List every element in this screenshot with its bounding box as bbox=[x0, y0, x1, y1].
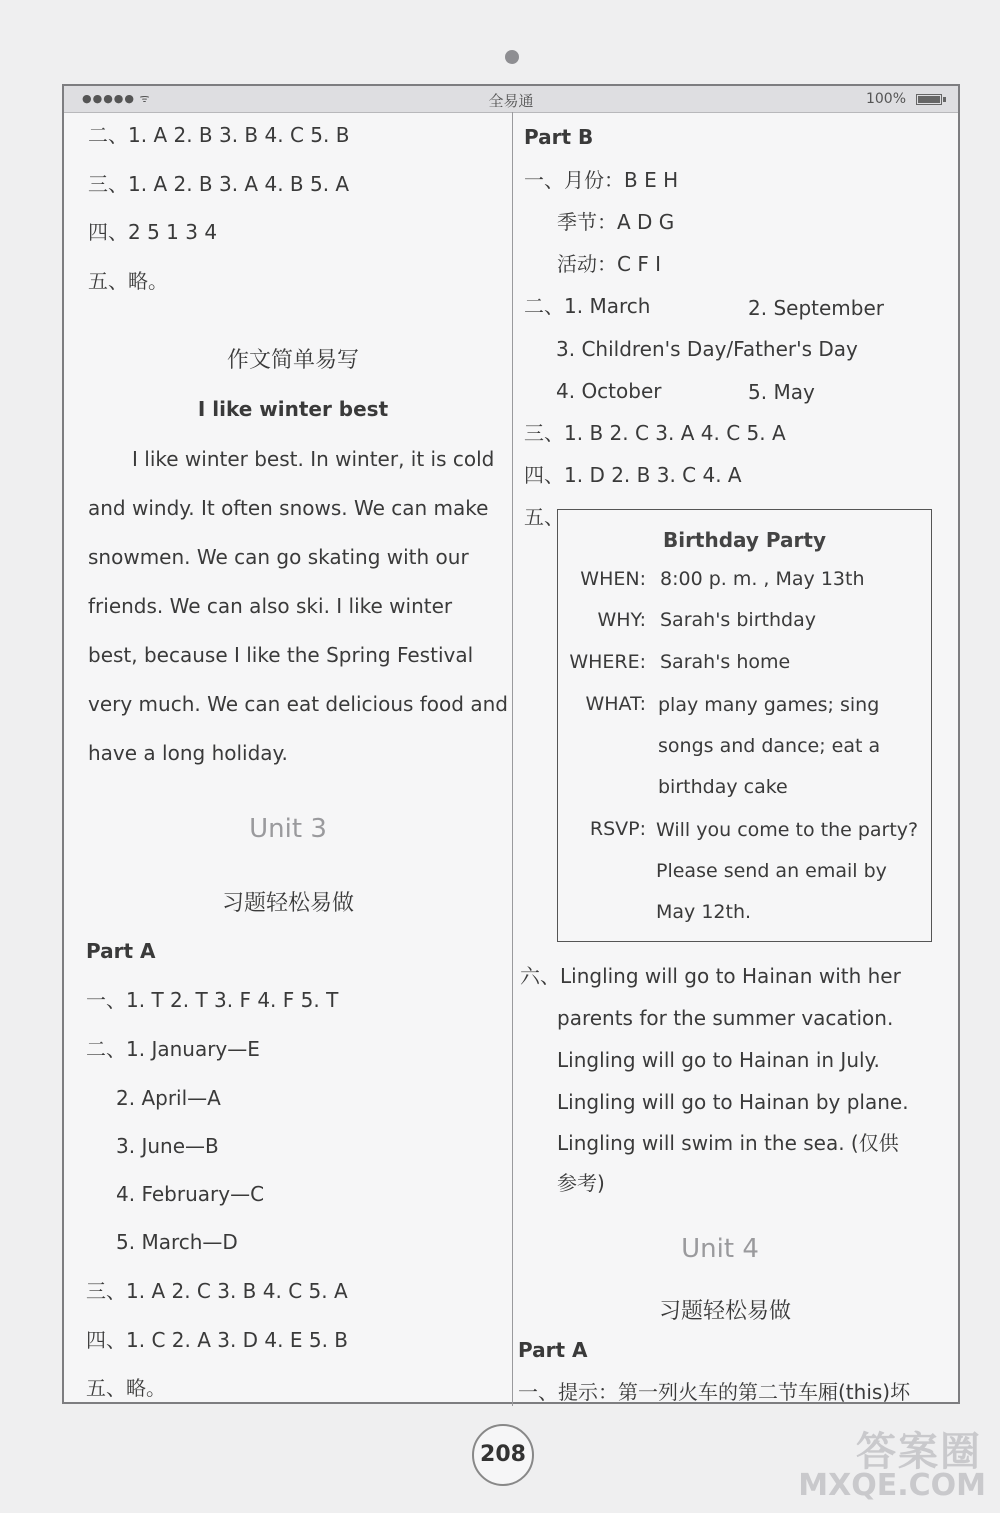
battery-icon bbox=[916, 94, 942, 105]
essay-line: have a long holiday. bbox=[88, 741, 288, 765]
exercise-heading: 习题轻松易做 bbox=[221, 891, 354, 916]
part-b-q2-3: 3. Children's Day/Father's Day bbox=[556, 337, 858, 361]
part-b-months: 一、月份：B E H bbox=[524, 168, 679, 192]
part-b-activities: 活动：C F I bbox=[557, 252, 662, 276]
part-b-q6-line: Lingling will go to Hainan in July. bbox=[557, 1048, 880, 1072]
part-b-label: Part B bbox=[524, 125, 594, 149]
part-b-q2-5: 5. May bbox=[748, 380, 815, 404]
what-label: WHAT: bbox=[585, 693, 646, 715]
where-value: Sarah's home bbox=[660, 651, 791, 673]
watermark-url: MXQE.COM bbox=[798, 1468, 986, 1503]
part-a-label: Part A bbox=[86, 939, 156, 963]
part-a-hint: 一、提示：第一列火车的第二节车厢(this)坏 bbox=[518, 1380, 911, 1404]
what-value-line: birthday cake bbox=[658, 776, 788, 798]
part-b-q6-line: 参考) bbox=[557, 1171, 605, 1195]
watermark-logo: 答案圈 bbox=[856, 1429, 982, 1475]
when-label: WHEN: bbox=[580, 568, 646, 590]
where-label: WHERE: bbox=[569, 651, 646, 673]
essay-line: friends. We can also ski. I like winter bbox=[88, 594, 453, 618]
part-b-q6-line: Lingling will swim in the sea. (仅供 bbox=[557, 1131, 899, 1155]
part-a-q4: 四、1. C 2. A 3. D 4. E 5. B bbox=[86, 1328, 349, 1352]
part-b-q2-2: 2. September bbox=[748, 296, 884, 320]
answer-2: 二、1. A 2. B 3. B 4. C 5. B bbox=[88, 123, 350, 147]
part-b-q6-line: Lingling will go to Hainan by plane. bbox=[557, 1090, 909, 1114]
part-a-q2-item: 2. April—A bbox=[116, 1086, 221, 1110]
answer-5: 五、略。 bbox=[88, 269, 168, 293]
essay-line: very much. We can eat delicious food and bbox=[88, 692, 508, 716]
essay-line: snowmen. We can go skating with our bbox=[88, 545, 469, 569]
why-value: Sarah's birthday bbox=[660, 609, 816, 631]
party-title: Birthday Party bbox=[662, 528, 827, 552]
part-b-seasons: 季节：A D G bbox=[557, 210, 675, 234]
part-a-q2: 二、1. January—E bbox=[86, 1037, 260, 1061]
birthday-party-card bbox=[557, 509, 932, 942]
part-a-q5: 五、略。 bbox=[86, 1376, 166, 1400]
what-value-line: play many games; sing bbox=[658, 694, 880, 716]
part-b-q6-line: parents for the summer vacation. bbox=[557, 1006, 894, 1030]
unit-4-title: Unit 4 bbox=[681, 1234, 759, 1264]
part-b-q6: 六、Lingling will go to Hainan with her bbox=[520, 964, 901, 988]
part-b-q5: 五、 bbox=[524, 505, 564, 529]
page-number: 208 bbox=[472, 1424, 534, 1486]
essay-line: and windy. It often snows. We can make bbox=[88, 496, 489, 520]
part-a-q2-item: 3. June—B bbox=[116, 1134, 219, 1158]
composition-title: I like winter best bbox=[197, 397, 389, 421]
part-b-q4: 四、1. D 2. B 3. C 4. A bbox=[524, 463, 742, 487]
column-divider bbox=[512, 112, 513, 1406]
camera-dot bbox=[505, 50, 519, 64]
battery-level: 100% bbox=[865, 91, 906, 107]
rsvp-value-line: May 12th. bbox=[656, 901, 752, 923]
part-a-label-2: Part A bbox=[518, 1338, 588, 1362]
composition-heading: 作文简单易写 bbox=[226, 348, 359, 373]
part-a-q3: 三、1. A 2. C 3. B 4. C 5. A bbox=[86, 1279, 348, 1303]
rsvp-value-line: Please send an email by bbox=[656, 860, 887, 882]
rsvp-label: RSVP: bbox=[589, 818, 646, 840]
signal-icon: ●●●●● ᯤ bbox=[82, 92, 151, 105]
answer-4: 四、2 5 1 3 4 bbox=[88, 220, 218, 244]
when-value: 8:00 p. m. , May 13th bbox=[660, 568, 865, 590]
why-label: WHY: bbox=[597, 609, 646, 631]
part-a-q2-item: 4. February—C bbox=[116, 1182, 265, 1206]
part-b-q2-1: 二、1. March bbox=[524, 294, 651, 318]
unit-3-title: Unit 3 bbox=[249, 814, 327, 844]
what-value-line: songs and dance; eat a bbox=[658, 735, 881, 757]
exercise-heading-2: 习题轻松易做 bbox=[658, 1299, 791, 1324]
part-b-q2-4: 4. October bbox=[556, 379, 662, 403]
part-b-q3: 三、1. B 2. C 3. A 4. C 5. A bbox=[524, 421, 786, 445]
essay-line: I like winter best. In winter, it is cold bbox=[132, 447, 495, 471]
part-a-q2-item: 5. March—D bbox=[116, 1230, 238, 1254]
app-title: 全易通 bbox=[488, 92, 534, 110]
status-bar bbox=[64, 86, 958, 113]
rsvp-value-line: Will you come to the party? bbox=[656, 819, 919, 841]
answer-3: 三、1. A 2. B 3. A 4. B 5. A bbox=[88, 172, 350, 196]
essay-line: best, because I like the Spring Festival bbox=[88, 643, 474, 667]
part-a-q1: 一、1. T 2. T 3. F 4. F 5. T bbox=[86, 988, 339, 1012]
